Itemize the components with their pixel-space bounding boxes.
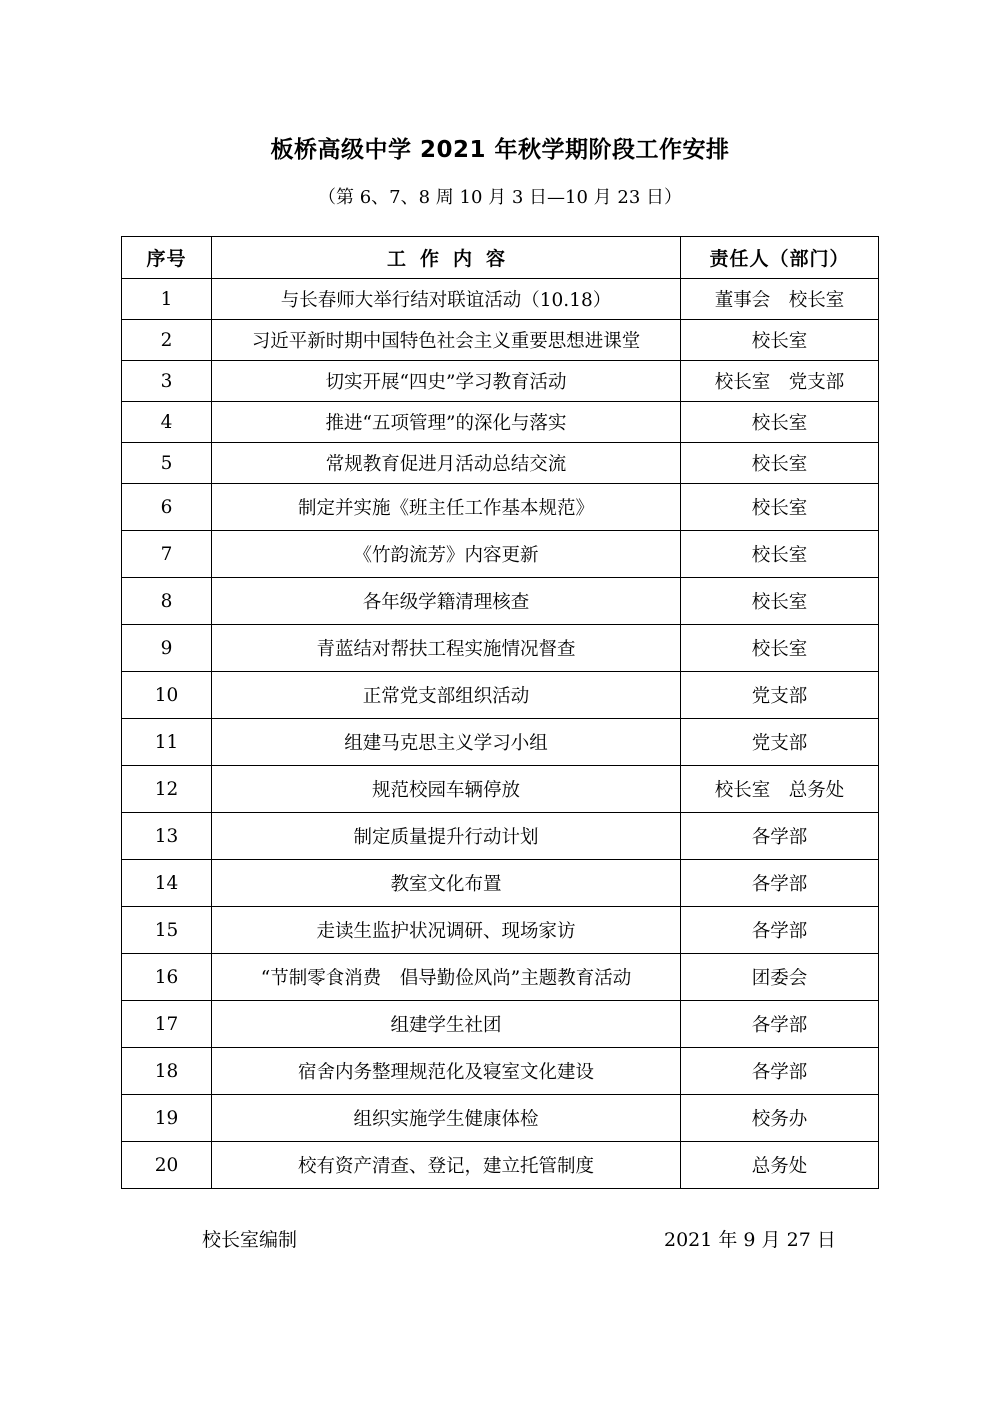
row-content: 常规教育促进月活动总结交流	[212, 443, 681, 484]
row-owner: 校长室	[681, 484, 879, 531]
table-row	[122, 1048, 879, 1095]
header-seq: 序号	[122, 237, 212, 279]
table-row	[122, 402, 879, 443]
header-owner: 责任人（部门）	[681, 237, 879, 279]
row-content: 组建学生社团	[212, 1001, 681, 1048]
row-seq: 14	[122, 860, 212, 907]
row-seq: 9	[122, 625, 212, 672]
table-row	[122, 1142, 879, 1189]
table-row	[122, 907, 879, 954]
row-seq: 7	[122, 531, 212, 578]
footer-date: 2021 年 9 月 27 日	[664, 1229, 836, 1251]
row-seq: 17	[122, 1001, 212, 1048]
row-seq: 10	[122, 672, 212, 719]
row-content: “节制零食消费 倡导勤俭风尚”主题教育活动	[212, 954, 681, 1001]
table-row	[122, 320, 879, 361]
schedule-table	[121, 236, 879, 1189]
row-seq: 20	[122, 1142, 212, 1189]
table-row	[122, 625, 879, 672]
table-header-row	[122, 237, 879, 279]
row-content: 习近平新时期中国特色社会主义重要思想进课堂	[212, 320, 681, 361]
table-row	[122, 719, 879, 766]
table-body	[122, 279, 879, 1189]
row-owner: 各学部	[681, 907, 879, 954]
row-owner: 团委会	[681, 954, 879, 1001]
header-content: 工作内容	[212, 237, 681, 279]
row-content: 宿舍内务整理规范化及寝室文化建设	[212, 1048, 681, 1095]
row-seq: 4	[122, 402, 212, 443]
row-owner: 各学部	[681, 813, 879, 860]
table-row	[122, 1095, 879, 1142]
row-seq: 6	[122, 484, 212, 531]
row-seq: 8	[122, 578, 212, 625]
row-content: 组建马克思主义学习小组	[212, 719, 681, 766]
row-content: 教室文化布置	[212, 860, 681, 907]
row-seq: 18	[122, 1048, 212, 1095]
row-seq: 2	[122, 320, 212, 361]
row-owner: 董事会 校长室	[681, 279, 879, 320]
row-owner: 党支部	[681, 672, 879, 719]
row-seq: 11	[122, 719, 212, 766]
row-owner: 校长室 总务处	[681, 766, 879, 813]
row-owner: 校长室	[681, 625, 879, 672]
row-content: 青蓝结对帮扶工程实施情况督查	[212, 625, 681, 672]
row-owner: 校长室	[681, 402, 879, 443]
row-seq: 19	[122, 1095, 212, 1142]
row-owner: 校务办	[681, 1095, 879, 1142]
table-row	[122, 860, 879, 907]
row-seq: 12	[122, 766, 212, 813]
table-row	[122, 361, 879, 402]
row-owner: 校长室	[681, 578, 879, 625]
row-owner: 各学部	[681, 1048, 879, 1095]
row-content: 制定并实施《班主任工作基本规范》	[212, 484, 681, 531]
row-owner: 各学部	[681, 1001, 879, 1048]
document-subtitle: （第 6、7、8 周 10 月 3 日—10 月 23 日）	[317, 187, 682, 208]
row-content: 走读生监护状况调研、现场家访	[212, 907, 681, 954]
row-content: 规范校园车辆停放	[212, 766, 681, 813]
row-content: 正常党支部组织活动	[212, 672, 681, 719]
row-owner: 校长室 党支部	[681, 361, 879, 402]
row-owner: 党支部	[681, 719, 879, 766]
footer-author: 校长室编制	[202, 1229, 298, 1251]
row-content: 组织实施学生健康体检	[212, 1095, 681, 1142]
table-row	[122, 443, 879, 484]
row-seq: 3	[122, 361, 212, 402]
table-row	[122, 578, 879, 625]
table-row	[122, 279, 879, 320]
row-content: 校有资产清查、登记，建立托管制度	[212, 1142, 681, 1189]
table-row	[122, 484, 879, 531]
row-owner: 校长室	[681, 531, 879, 578]
row-content: 制定质量提升行动计划	[212, 813, 681, 860]
table-row	[122, 531, 879, 578]
document-title: 板桥高级中学 2021 年秋学期阶段工作安排	[270, 137, 730, 163]
table-row	[122, 813, 879, 860]
table-row	[122, 672, 879, 719]
row-seq: 15	[122, 907, 212, 954]
table-row	[122, 766, 879, 813]
row-content: 《竹韵流芳》内容更新	[212, 531, 681, 578]
table-row	[122, 954, 879, 1001]
row-owner: 校长室	[681, 320, 879, 361]
row-content: 推进“五项管理”的深化与落实	[212, 402, 681, 443]
row-seq: 5	[122, 443, 212, 484]
row-content: 各年级学籍清理核查	[212, 578, 681, 625]
row-owner: 总务处	[681, 1142, 879, 1189]
row-content: 与长春师大举行结对联谊活动（10.18）	[212, 279, 681, 320]
row-owner: 校长室	[681, 443, 879, 484]
row-seq: 1	[122, 279, 212, 320]
row-seq: 13	[122, 813, 212, 860]
row-seq: 16	[122, 954, 212, 1001]
row-owner: 各学部	[681, 860, 879, 907]
table-row	[122, 1001, 879, 1048]
row-content: 切实开展“四史”学习教育活动	[212, 361, 681, 402]
